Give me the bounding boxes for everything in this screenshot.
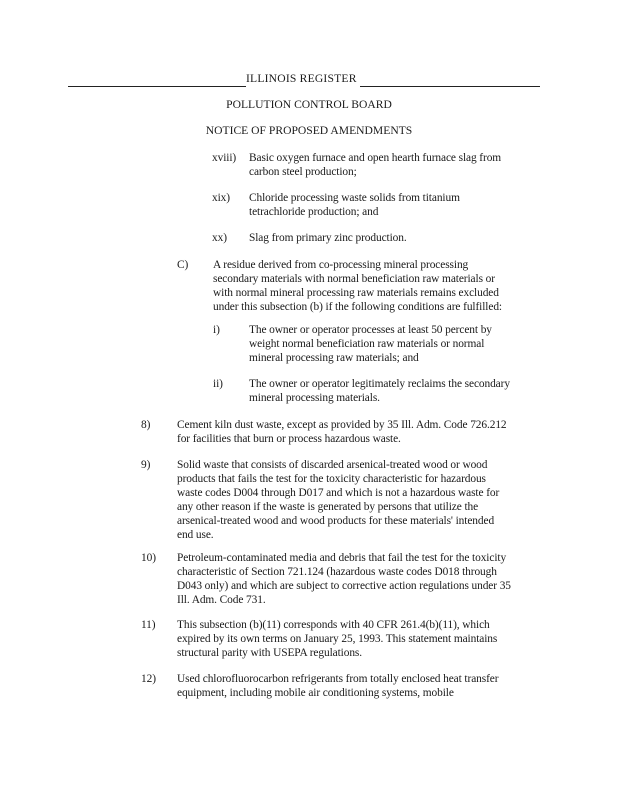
item-label-xviii: xviii) — [212, 152, 237, 164]
item-9-line: products that fails the test for the toxicity characteristic for hazardous — [177, 473, 486, 485]
item-xviii-line: carbon steel production; — [249, 166, 357, 178]
item-xviii-line: Basic oxygen furnace and open hearth furnace slag from — [249, 152, 502, 164]
item-C-line: under this subsection (b) if the following conditions are fulfilled: — [213, 301, 502, 313]
item-9-line: waste codes D004 through D017 and which is not a hazardous waste for — [177, 487, 500, 499]
register-title: ILLINOIS REGISTER — [246, 72, 357, 85]
header-rule-right — [360, 86, 540, 87]
item-10-line: D043 only) and which are subject to corrective action regulations under 35 — [177, 580, 511, 592]
item-C-line: secondary materials with normal beneficiation raw materials or — [213, 273, 495, 285]
item-8-line: for facilities that burn or process hazardous waste. — [177, 433, 401, 445]
item-11-line: This subsection (b)(11) corresponds with 40 CFR 261.4(b)(11), which — [177, 619, 490, 631]
item-9-line: Solid waste that consists of discarded arsenical-treated wood or wood — [177, 459, 488, 471]
item-xx-line: Slag from primary zinc production. — [249, 232, 407, 244]
item-ii-line: The owner or operator legitimately reclaims the secondary — [249, 378, 510, 390]
item-ii-line: mineral processing materials. — [249, 392, 380, 404]
board-heading: POLLUTION CONTROL BOARD — [226, 98, 392, 111]
item-label-xx: xx) — [212, 232, 227, 244]
item-label-i: i) — [213, 324, 220, 336]
item-11-line: structural parity with USEPA regulations. — [177, 647, 362, 659]
item-12-line: equipment, including mobile air conditioning systems, mobile — [177, 687, 454, 699]
item-10-line: characteristic of Section 721.124 (hazardous waste codes D018 through — [177, 566, 497, 578]
item-label-8: 8) — [141, 419, 151, 431]
item-label-10: 10) — [141, 552, 156, 564]
item-xix-line: Chloride processing waste solids from titanium — [249, 192, 460, 204]
item-10-line: Petroleum-contaminated media and debris that fail the test for the toxicity — [177, 552, 507, 564]
item-label-C: C) — [177, 259, 189, 271]
item-10-line: Ill. Adm. Code 731. — [177, 594, 266, 606]
item-i-line: The owner or operator processes at least 50 percent by — [249, 324, 492, 336]
item-label-11: 11) — [141, 619, 156, 631]
item-9-line: end use. — [177, 529, 214, 541]
item-12-line: Used chlorofluorocarbon refrigerants from totally enclosed heat transfer — [177, 673, 499, 685]
header-rule-left — [68, 86, 246, 87]
item-9-line: arsenical-treated wood and wood products for these materials' intended — [177, 515, 495, 527]
item-label-xix: xix) — [212, 192, 230, 204]
item-label-12: 12) — [141, 673, 156, 685]
item-i-line: weight normal beneficiation raw materials or normal — [249, 338, 485, 350]
item-i-line: mineral processing raw materials; and — [249, 352, 419, 364]
item-11-line: expired by its own terms on January 25, 1993. This statement maintains — [177, 633, 498, 645]
item-9-line: any other reason if the waste is generated by persons that utilize the — [177, 501, 479, 513]
notice-heading: NOTICE OF PROPOSED AMENDMENTS — [205, 124, 413, 137]
item-C-line: A residue derived from co-processing mineral processing — [213, 259, 469, 271]
item-C-line: with normal mineral processing raw materials remains excluded — [213, 287, 499, 299]
item-label-9: 9) — [141, 459, 151, 471]
item-label-ii: ii) — [213, 378, 223, 390]
item-8-line: Cement kiln dust waste, except as provided by 35 Ill. Adm. Code 726.212 — [177, 419, 507, 431]
item-xix-line: tetrachloride production; and — [249, 206, 379, 218]
